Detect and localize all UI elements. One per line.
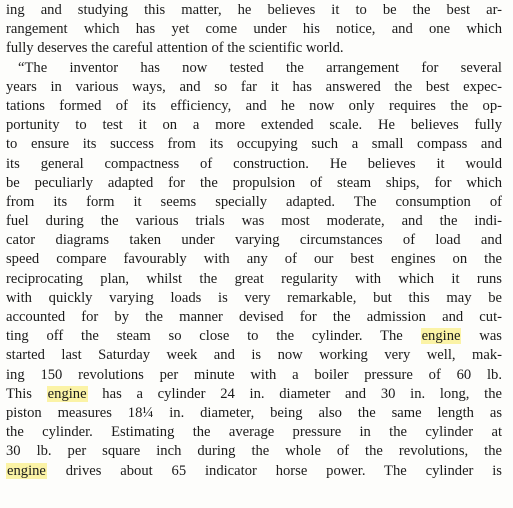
- text-segment: has a cylinder 24 in. diameter and 30 in. long, the: [87, 385, 503, 402]
- search-highlight: engine: [7, 462, 46, 479]
- text-line: be peculiarly adapted for the propulsion of steam ships, for which: [6, 174, 502, 191]
- text-line: years in various ways, and so far it has answered the best expec-: [6, 78, 502, 95]
- text-line: its general compactness of construction. He believes it would: [6, 155, 502, 172]
- text-line: ing and studying this matter, he believes it to be the best ar-: [6, 2, 502, 18]
- text-line: started last Saturday week and is now working very well, mak-: [6, 347, 502, 364]
- text-line: reciprocating plan, whilst the great regularity with which it runs: [6, 270, 502, 287]
- text-segment: ting off the steam so close to the cylinder. The: [6, 328, 421, 345]
- text-segment: was: [461, 328, 502, 345]
- text-line: portunity to test it on a more extended scale. He believes fully: [6, 117, 502, 134]
- search-highlight: engine: [421, 328, 461, 345]
- text-line-highlighted: [6, 327, 502, 346]
- text-line: with quickly varying loads is very remarkable, but this may be: [6, 289, 502, 306]
- text-line: accounted for by the manner devised for the admission and cut-: [6, 309, 502, 325]
- text-line: to ensure its success from its occupying such a small compass and: [6, 136, 502, 153]
- text-line: rangement which has yet come under his notice, and one which: [6, 21, 502, 38]
- text-line: speed compare favourably with any of our best engines on the: [6, 251, 502, 268]
- text-line: cator diagrams taken under varying circumstances of load and: [6, 232, 502, 249]
- text-line: piston measures 18¼ in. diameter, being also the same length as: [6, 404, 502, 421]
- text-line: ing 150 revolutions per minute with a boiler pressure of 60 lb.: [6, 366, 502, 383]
- text-segment: This: [6, 385, 47, 402]
- search-highlight: engine: [47, 385, 87, 402]
- text-segment: drives about 65 indicator horse power. The cylinder is: [46, 462, 502, 479]
- text-line: 30 lb. per square inch during the whole of the revolutions, the: [6, 443, 502, 460]
- text-line: tations formed of its efficiency, and he now only requires the op-: [6, 97, 502, 114]
- text-line-highlighted: [6, 462, 502, 481]
- text-line: fully deserves the careful attention of the scientific world.: [6, 40, 344, 57]
- body-text: [6, 1, 502, 481]
- text-line: “The inventor has now tested the arrangement for several: [18, 59, 502, 76]
- text-line: from its form it seems specially adapted. The consumption of: [6, 193, 502, 210]
- text-line-highlighted: [6, 385, 502, 404]
- text-line: fuel during the various trials was most moderate, and the indi-: [6, 213, 502, 230]
- text-line: the cylinder. Estimating the average pressure in the cylinder at: [6, 424, 502, 441]
